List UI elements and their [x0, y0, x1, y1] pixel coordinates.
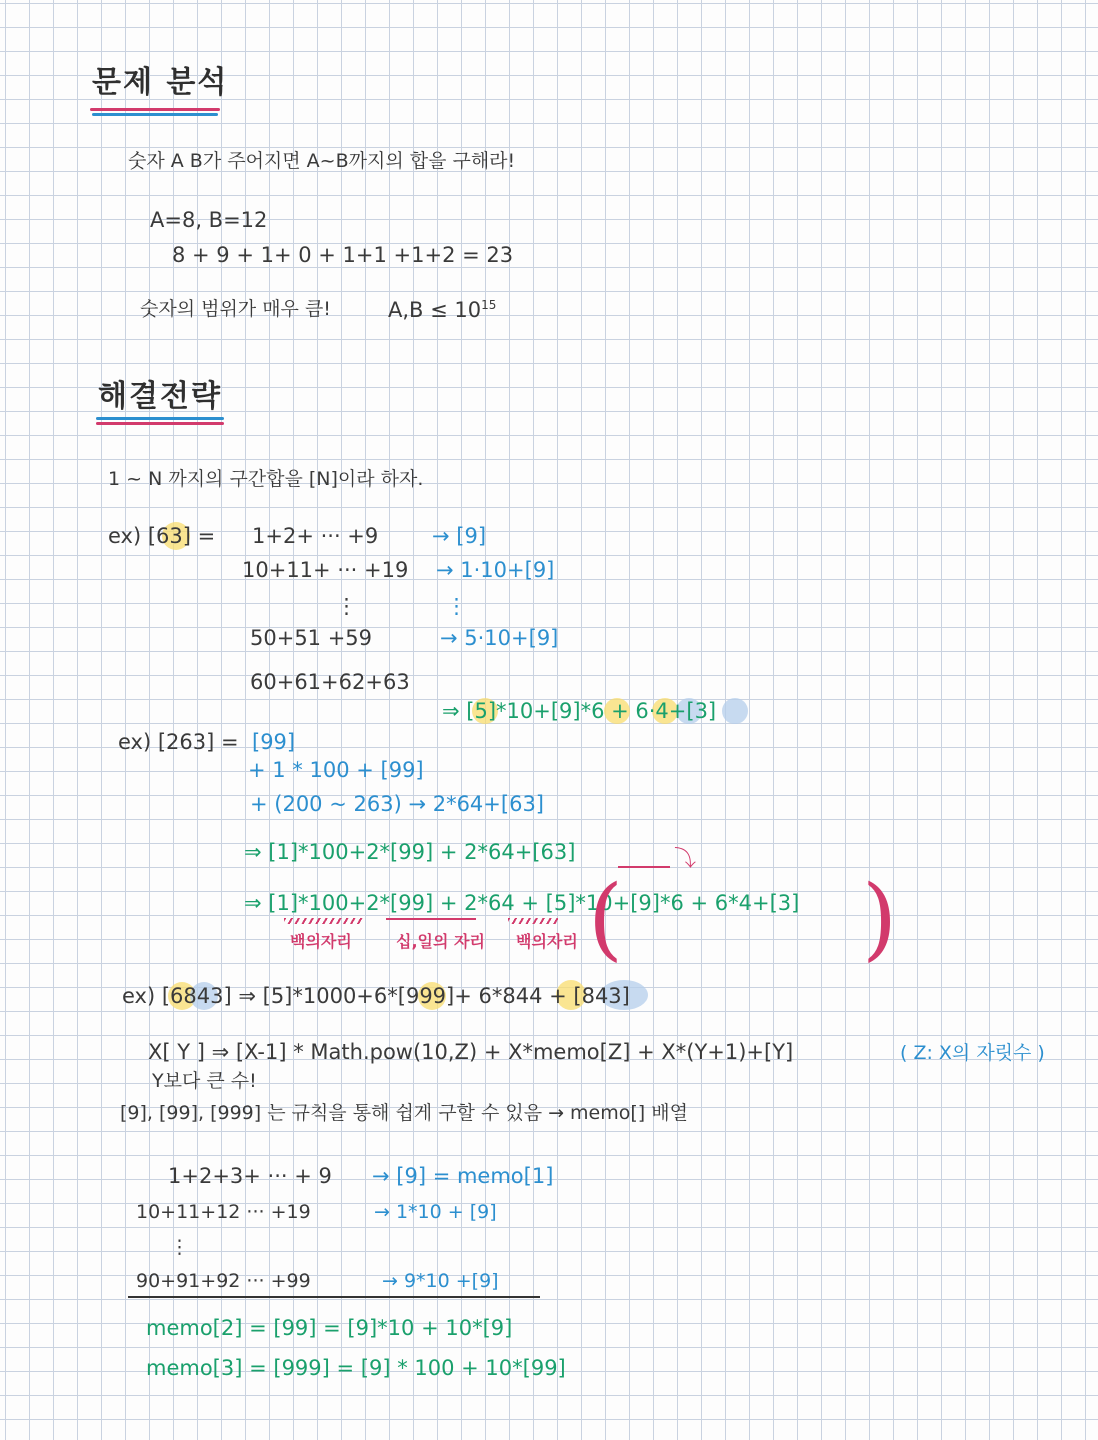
squiggle-underline	[508, 918, 558, 924]
place-note: 백의자리	[516, 932, 578, 951]
memo-result: memo[3] = [999] = [9] * 100 + 10*[99]	[146, 1356, 566, 1380]
general-formula: X[ Y ] ⇒ [X-1] * Math.pow(10,Z) + X*memo[Z] + X*(Y+1)+[Y]	[148, 1040, 794, 1064]
bracket-open: (	[588, 866, 624, 971]
curve-arrow-icon: ⤵	[674, 847, 697, 872]
memo-result: memo[2] = [99] = [9]*10 + 10*[9]	[146, 1316, 513, 1340]
ex2-step2: ⇒ [1]*100+2*[99] + 2*64 + [5]*10+[9]*6 + 6*4+[3]	[244, 891, 800, 915]
ex1-row-right: → 5·10+[9]	[440, 626, 559, 650]
example-sum: 8 + 9 + 1+ 0 + 1+1 +1+2 = 23	[172, 243, 514, 267]
ex1-row-right: ⋮	[446, 594, 467, 618]
memo-row-left: 10+11+12 ··· +19	[136, 1201, 311, 1223]
ex3-line: ex) [6843] ⇒ [5]*1000+6*[999]+ 6*844 + [843]	[122, 984, 630, 1008]
ex1-row-left: 50+51 +59	[250, 626, 373, 650]
memo-row-right: → 1*10 + [9]	[374, 1201, 497, 1223]
ex2-line: + 1 * 100 + [99]	[248, 758, 424, 782]
range-value: $A,B \le 10^{15}$	[388, 298, 497, 322]
ex2-step1: ⇒ [1]*100+2*[99] + 2*64+[63]	[244, 840, 576, 864]
memo-intro: [9], [99], [999] 는 규칙을 통해 쉽게 구할 수 있음 → memo[] 배열	[120, 1102, 688, 1124]
ex1-row-left: 1+2+ ··· +9	[252, 524, 379, 548]
ex1-row-left: 60+61+62+63	[250, 670, 410, 694]
memo-row-left: 1+2+3+ ··· + 9	[168, 1164, 332, 1188]
divider	[128, 1296, 540, 1298]
underline	[386, 918, 476, 920]
place-note: 백의자리	[290, 932, 352, 951]
highlight	[722, 698, 748, 724]
ex1-row-left: ⋮	[336, 594, 357, 618]
heading-underline	[96, 417, 224, 420]
heading-problem-analysis: 문제 분석	[92, 65, 229, 100]
definition: 1 ~ N 까지의 구간합을 [N]이라 하자.	[108, 468, 424, 490]
heading-strategy: 해결전략	[98, 379, 222, 414]
ex1-label: ex) [63] =	[108, 524, 216, 548]
ex1-row-left: 10+11+ ··· +19	[242, 558, 409, 582]
squiggle-underline	[284, 918, 364, 924]
memo-row-right: → 9*10 +[9]	[382, 1270, 499, 1292]
ex1-row-right: → [9]	[432, 524, 487, 548]
ex2-label: ex) [263] =	[118, 730, 239, 754]
problem-statement: 숫자 A B가 주어지면 A~B까지의 합을 구해라!	[128, 150, 516, 172]
heading-underline	[90, 108, 220, 111]
memo-row-right: → [9] = memo[1]	[372, 1164, 554, 1188]
heading-underline	[92, 113, 218, 116]
general-subnote: Y보다 큰 수!	[152, 1070, 257, 1092]
memo-row-left: 90+91+92 ··· +99	[136, 1270, 311, 1292]
bracket-close: )	[862, 866, 898, 971]
memo-row-left: ⋮	[170, 1236, 189, 1258]
example-input: A=8, B=12	[150, 208, 268, 232]
general-note: ( Z: X의 자릿수 )	[900, 1042, 1045, 1064]
heading-underline	[96, 422, 224, 425]
ex2-line: [99]	[252, 730, 296, 754]
range-note: 숫자의 범위가 매우 큼!	[140, 298, 331, 320]
place-note: 십,일의 자리	[396, 932, 485, 951]
ex1-result: ⇒ [5]*10+[9]*6 + 6·4+[3]	[442, 699, 717, 723]
underline	[618, 866, 670, 868]
ex1-row-right: → 1·10+[9]	[436, 558, 555, 582]
ex2-line: + (200 ~ 263) → 2*64+[63]	[250, 792, 544, 816]
